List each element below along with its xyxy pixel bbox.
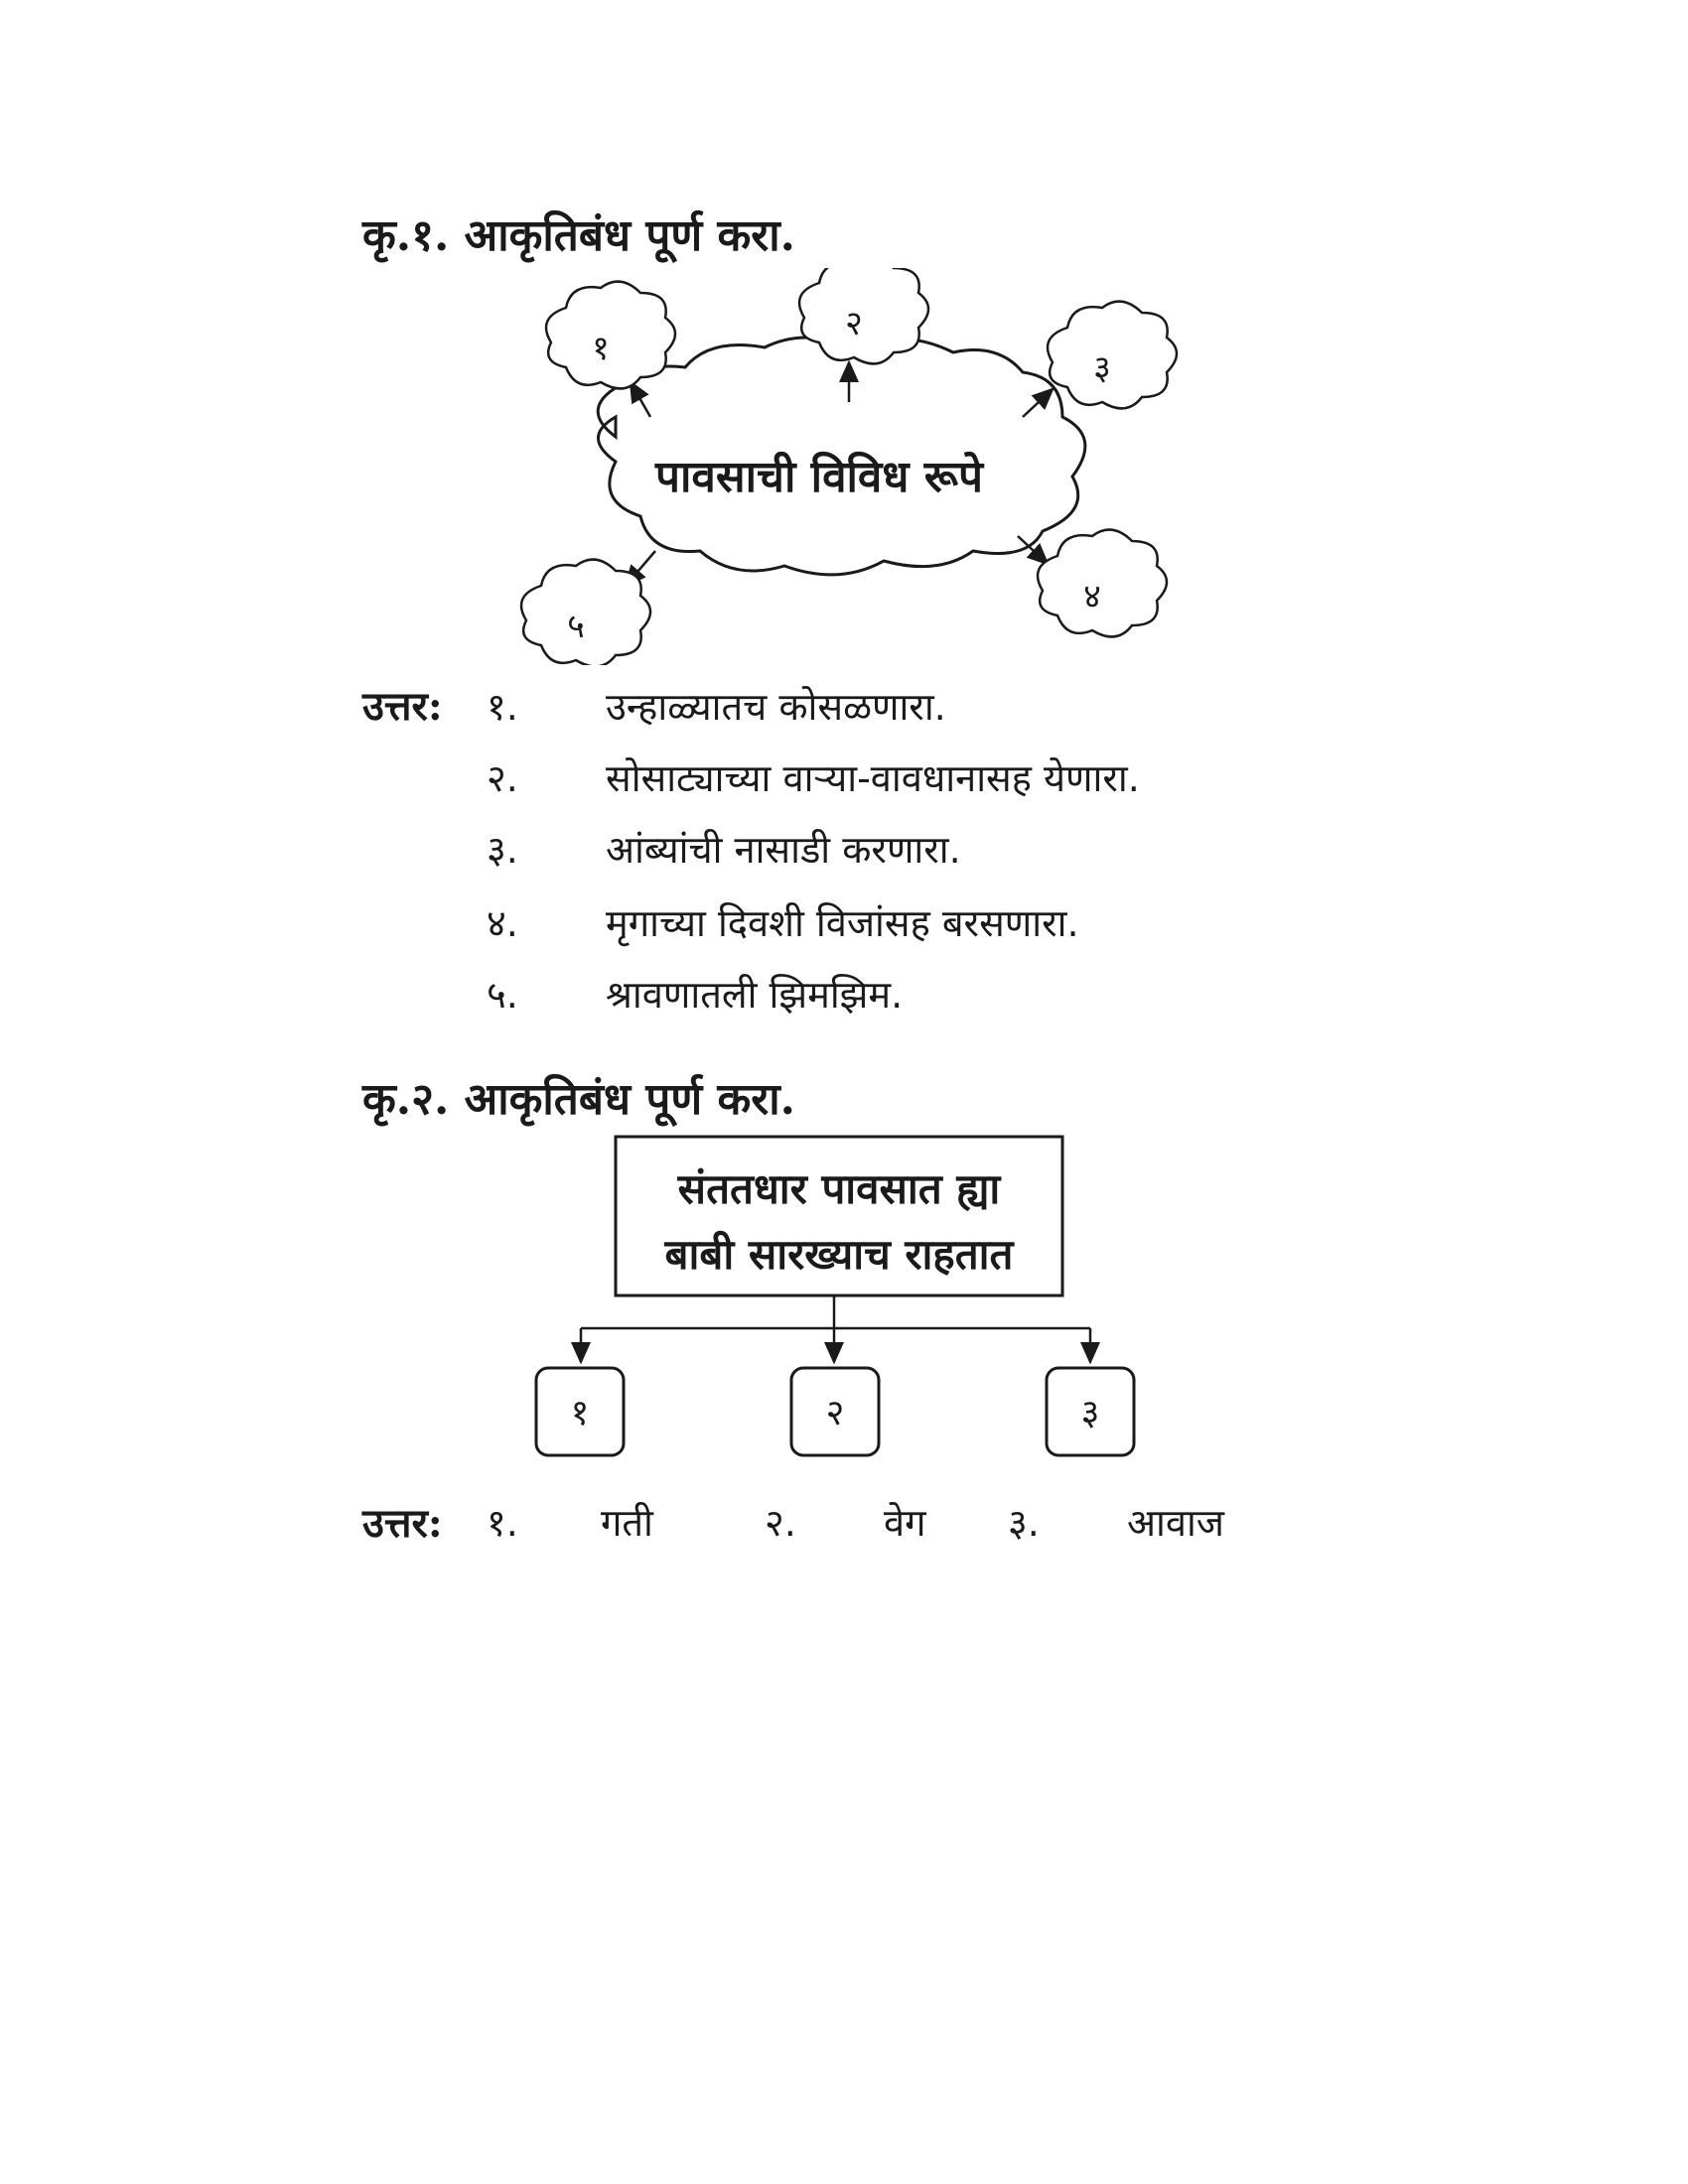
q1-answer-5-text: श्रावणातली झिमझिम. xyxy=(606,973,904,1017)
q1-answer-1-text: उन्हाळ्यातच कोसळणारा. xyxy=(606,685,946,729)
q2-answer-2-text: वेग xyxy=(884,1501,926,1545)
cloud-3-number: ३ xyxy=(1093,348,1111,388)
q1-answer-3-text: आंब्यांची नासाडी करणारा. xyxy=(606,828,961,872)
answer-box-3 xyxy=(1047,1368,1134,1455)
q2-answer-1-text: गती xyxy=(601,1501,653,1545)
cloud-5 xyxy=(521,560,650,665)
answer-box-2 xyxy=(791,1368,879,1455)
q1-answer-3-num: ३. xyxy=(487,828,518,872)
cloud-3 xyxy=(1048,302,1177,409)
q1-heading: कृ.१. आकृतिबंध पूर्ण करा. xyxy=(362,210,795,261)
q2-box-diagram xyxy=(0,1132,1688,1469)
answer-box-2-number: २ xyxy=(825,1393,845,1433)
cloud-5-number: ५ xyxy=(567,607,585,646)
answer-box-1 xyxy=(536,1368,624,1455)
q2-answer-3-num: ३. xyxy=(1008,1501,1040,1545)
main-box-line1: संततधार पावसात ह्या xyxy=(677,1164,1001,1213)
center-cloud-label: पावसाची विविध रूपे xyxy=(655,452,983,502)
q2-heading: कृ.२. आकृतिबंध पूर्ण करा. xyxy=(362,1074,795,1125)
q1-answer-2-num: २. xyxy=(487,756,518,800)
q2-answer-3-text: आवाज xyxy=(1127,1501,1225,1545)
q2-answer-2-num: २. xyxy=(765,1501,796,1545)
q1-answer-label: उत्तर: xyxy=(362,683,443,730)
cloud-1 xyxy=(546,282,675,389)
cloud-4 xyxy=(1038,530,1167,637)
answer-box-3-number: ३ xyxy=(1080,1393,1100,1433)
center-cloud xyxy=(598,338,1085,575)
cloud-2-number: २ xyxy=(845,304,863,343)
q1-cloud-diagram xyxy=(0,268,1688,665)
q1-answer-2-text: सोसाट्याच्या वाऱ्या-वावधानासह येणारा. xyxy=(606,756,1140,800)
q1-answer-5-num: ५. xyxy=(487,973,518,1017)
q2-answer-label: उत्तर: xyxy=(362,1500,443,1547)
q2-answer-1-num: १. xyxy=(487,1501,518,1545)
main-box-line2: बाबी सारख्याच राहतात xyxy=(664,1230,1014,1279)
main-box xyxy=(616,1137,1062,1296)
cloud-1-number: १ xyxy=(592,329,610,368)
q1-answer-4-text: मृगाच्या दिवशी विजांसह बरसणारा. xyxy=(606,901,1079,945)
answer-box-1-number: १ xyxy=(570,1393,590,1433)
cloud-4-number: ४ xyxy=(1083,577,1101,616)
q1-answer-1-num: १. xyxy=(487,685,518,729)
q1-answer-4-num: ४. xyxy=(487,901,518,945)
